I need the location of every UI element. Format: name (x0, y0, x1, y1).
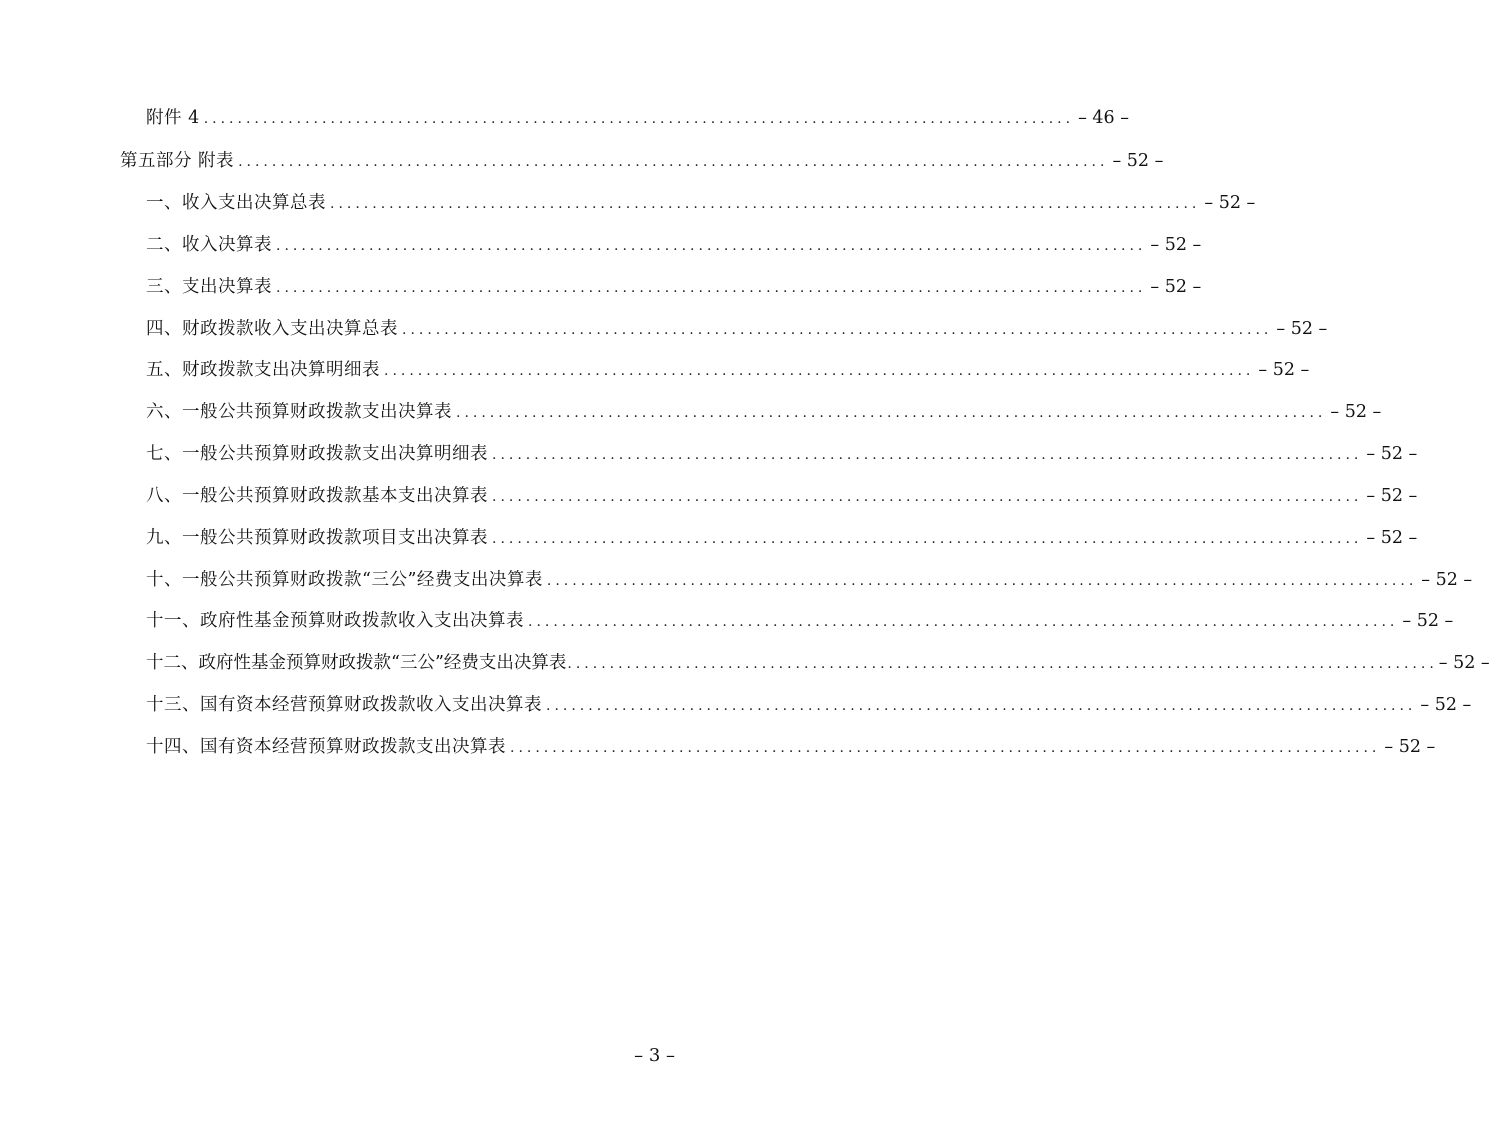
toc-dot-leader: ....................................................................................................... (510, 740, 1381, 756)
toc-entry-page: – 46 – (1078, 108, 1129, 128)
toc-entry-title: 十、一般公共预算财政拨款“三公”经费支出决算表 (146, 570, 543, 590)
toc-entry-title: 附件 4 (146, 108, 200, 128)
toc-entry-table-11[interactable] (146, 607, 1454, 635)
toc-dot-leader: ....................................................................................................... (330, 196, 1201, 212)
toc-entry-table-3[interactable] (146, 273, 1202, 301)
toc-entry-title: 六、一般公共预算财政拨款支出决算表 (146, 402, 452, 422)
toc-dot-leader: ....................................................................................................... (456, 405, 1327, 421)
toc-dot-leader: ....................................................................................................... (492, 531, 1363, 547)
toc-entry-page: – 52 – (1366, 528, 1418, 548)
toc-entry-page: – 52 – (1276, 319, 1328, 339)
toc-entry-page: – 52 – (1330, 402, 1382, 422)
toc-entry-table-12[interactable] (146, 649, 1490, 677)
toc-entry-table-14[interactable] (146, 733, 1436, 761)
toc-dot-leader: ....................................................................................................... (546, 698, 1417, 714)
toc-dot-leader: ....................................................................................................... (492, 489, 1363, 505)
toc-dot-leader: ....................................................................................................... (402, 322, 1273, 338)
toc-entry-title: 一、收入支出决算总表 (146, 193, 326, 213)
toc-dot-leader: ....................................................................................................... (528, 614, 1399, 630)
toc-entry-title: 七、一般公共预算财政拨款支出决算明细表 (146, 444, 488, 464)
toc-dot-leader: ....................................................................................................... (238, 154, 1109, 170)
toc-entry-title: 二、收入决算表 (146, 235, 272, 255)
toc-entry-page: – 52 – (1384, 737, 1436, 757)
toc-dot-leader: ....................................................................................................... (203, 111, 1075, 127)
toc-dot-leader: ....................................................................................................... (276, 238, 1147, 254)
toc-entry-title: 八、一般公共预算财政拨款基本支出决算表 (146, 486, 488, 506)
toc-entry-table-1[interactable] (146, 189, 1256, 217)
toc-entry-table-8[interactable] (146, 482, 1418, 510)
toc-entry-page: – 52 – (1258, 360, 1310, 380)
toc-entry-page: – 52 – (1420, 695, 1472, 715)
toc-entry-page: – 52 – (1112, 151, 1164, 171)
toc-entry-title: 四、财政拨款收入支出决算总表 (146, 319, 398, 339)
toc-entry-table-7[interactable] (146, 440, 1418, 468)
toc-entry-table-9[interactable] (146, 524, 1418, 552)
toc-dot-leader: ....................................................................................................... (384, 363, 1255, 379)
toc-entry-title: 五、财政拨款支出决算明细表 (146, 360, 380, 380)
toc-entry-table-13[interactable] (146, 691, 1472, 719)
toc-entry-table-6[interactable] (146, 398, 1382, 426)
toc-entry-page: – 52 – (1204, 193, 1256, 213)
toc-entry-page: – 52 – (1150, 235, 1202, 255)
toc-entry-title: 九、一般公共预算财政拨款项目支出决算表 (146, 528, 488, 548)
toc-entry-table-4[interactable] (146, 315, 1328, 343)
toc-entry-table-10[interactable] (146, 566, 1473, 594)
toc-dot-leader: ....................................................................................................... (276, 280, 1147, 296)
toc-entry-page: – 52 – (1402, 611, 1454, 631)
toc-entry-title: 十四、国有资本经营预算财政拨款支出决算表 (146, 737, 506, 757)
toc-entry-page: – 52 – (1150, 277, 1202, 297)
toc-entry-table-2[interactable] (146, 231, 1202, 259)
toc-entry-part-5[interactable] (120, 147, 1164, 175)
toc-entry-title: 第五部分 附表 (120, 151, 235, 171)
toc-dot-leader: ....................................................................................................... (492, 447, 1363, 463)
toc-entry-title: 十二、政府性基金预算财政拨款“三公”经费支出决算表 (146, 653, 567, 673)
toc-entry-page: – 52 – (1421, 570, 1473, 590)
toc-entry-page: – 52 – (1366, 486, 1418, 506)
toc-entry-title: 三、支出决算表 (146, 277, 272, 297)
toc-entry-page: – 52 – (1438, 653, 1490, 673)
toc-entry-title: 十一、政府性基金预算财政拨款收入支出决算表 (146, 611, 524, 631)
toc-entry-page: – 52 – (1366, 444, 1418, 464)
toc-entry-table-5[interactable] (146, 356, 1310, 384)
toc-entry-title: 十三、国有资本经营预算财政拨款收入支出决算表 (146, 695, 542, 715)
page-number: – 3 – (634, 1045, 675, 1066)
toc-dot-leader: ....................................................................................................... (567, 656, 1438, 672)
toc-dot-leader: ....................................................................................................... (546, 573, 1418, 589)
toc-entry-attachment-4[interactable] (146, 104, 1129, 132)
